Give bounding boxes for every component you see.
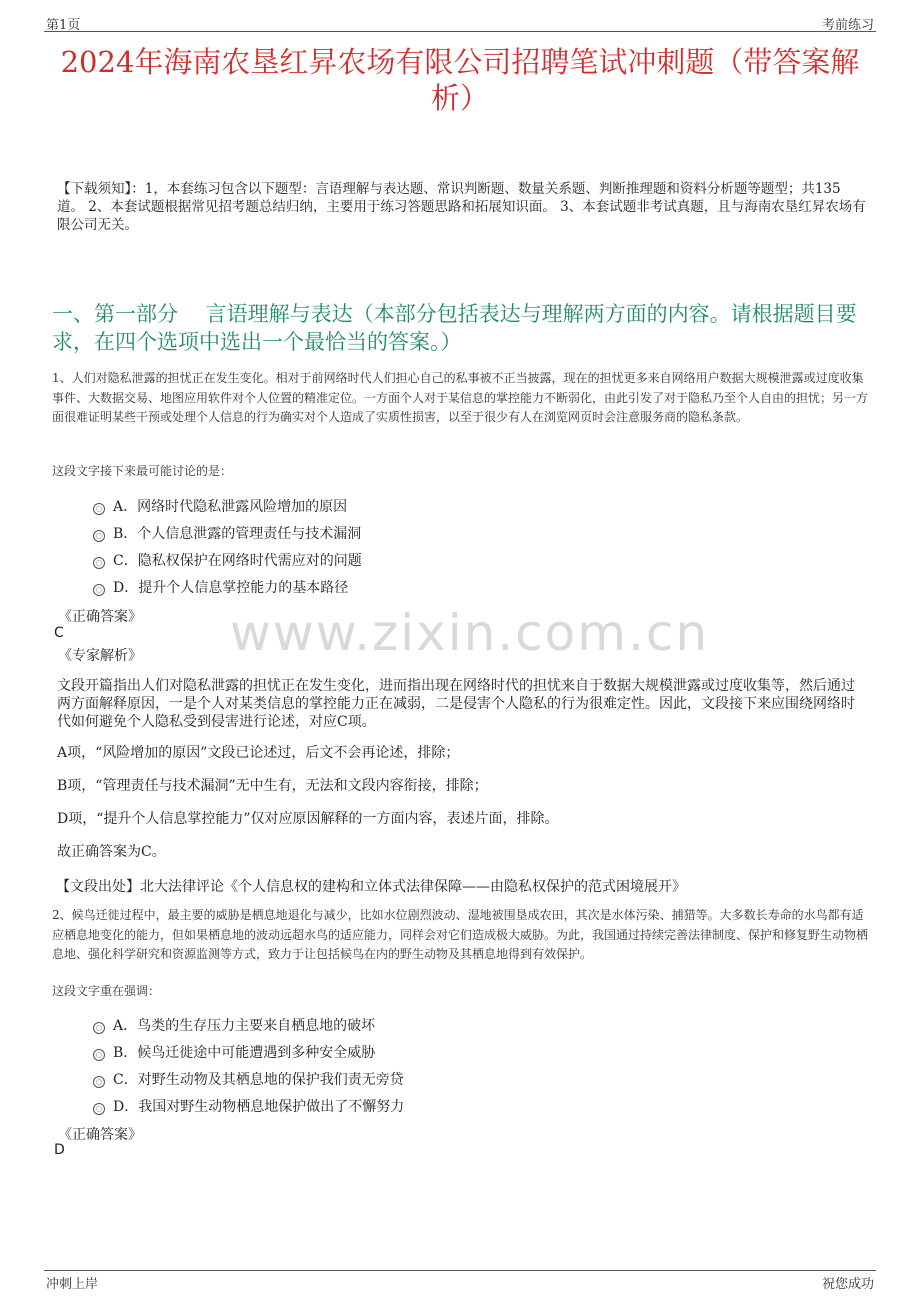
question-1-answer: C — [54, 625, 64, 641]
question-1-conclusion: 故正确答案为C。 — [57, 844, 166, 860]
question-1-analysis-a: A项，“风险增加的原因”文段已论述过，后文不会再论述，排除； — [57, 745, 460, 761]
question-1-analysis-paragraph: 文段开篇指出人们对隐私泄露的担忧正在发生变化，进而指出现在网络时代的担忧来自于数据大规模泄露或过度收集等，然后通过两方面解释原因，一是个人对某类信息的掌控能力正在减弱，二是侵害个人隐私的行为很难定性。因此，文段接下来应围绕网络时代如何避免个人隐私受到侵害进行论述，对应C项。 — [57, 678, 855, 730]
option-label: A．网络时代隐私泄露风险增加的原因 — [113, 499, 348, 515]
option-label: B．个人信息泄露的管理责任与技术漏洞 — [113, 526, 362, 542]
radio-icon[interactable] — [93, 584, 105, 596]
question-1-prompt: 这段文字接下来最可能讨论的是： — [52, 464, 233, 478]
option-label: D．我国对野生动物栖息地保护做出了不懈努力 — [113, 1099, 405, 1115]
footer-right-label: 祝您成功 — [821, 1277, 874, 1292]
section-heading: 一、第一部分 言语理解与表达（本部分包括表达与理解两方面的内容。请根据题目要求，在四个选项中选出一个最恰当的答案。） — [52, 302, 857, 354]
question-1-analysis-b: B项，“管理责任与技术漏洞”无中生有，无法和文段内容衔接，排除； — [57, 778, 488, 794]
option-label: C．隐私权保护在网络时代需应对的问题 — [113, 553, 362, 569]
watermark: www.zixin.com.cn — [230, 604, 710, 662]
question-2-option-b[interactable] — [93, 1042, 375, 1062]
question-1-analysis-d: D项，“提升个人信息掌控能力”仅对应原因解释的一方面内容，表述片面，排除。 — [57, 811, 559, 827]
option-label: C．对野生动物及其栖息地的保护我们责无旁贷 — [113, 1072, 404, 1088]
option-label: B．候鸟迁徙途中可能遭遇到多种安全威胁 — [113, 1045, 376, 1061]
radio-icon[interactable] — [93, 1022, 105, 1034]
radio-icon[interactable] — [93, 1076, 105, 1088]
question-1-option-c[interactable] — [93, 550, 362, 570]
question-2-text: 2、候鸟迁徙过程中，最主要的威胁是栖息地退化与减少，比如水位剧烈波动、湿地被围垦成农田，其次是水体污染、捕猎等。大多数长寿命的水鸟都有适应栖息地变化的能力，但如果栖息地的波动远超水鸟的适应能力，同样会对它们造成极大威胁。为此，我国通过持续完善法律制度、保护和修复野生动物栖息地、强化科学研究和资源监测等方式，致力于让包括候鸟在内的野生动物及其栖息地得到有效保护。 — [52, 908, 869, 961]
question-1-analysis-label: 《专家解析》 — [58, 648, 142, 664]
question-1-option-a[interactable] — [93, 496, 347, 516]
radio-icon[interactable] — [93, 530, 105, 542]
radio-icon[interactable] — [93, 557, 105, 569]
header-right-label: 考前练习 — [821, 18, 874, 33]
page-number: 第1页 — [46, 18, 81, 33]
question-2-option-d[interactable] — [93, 1096, 404, 1116]
download-notice: 【下载须知】：1，本套练习包含以下题型：言语理解与表达题、常识判断题、数量关系题、判断推理题和资料分析题等题型；共135道。 2、本套试题根据常见招考题总结归纳，主要用于练习答题思路和拓展知识面。 3、本套试题非考试真题，且与海南农垦红昇农场有限公司无关。 — [57, 181, 866, 233]
question-1-option-d[interactable] — [93, 577, 348, 597]
header-divider — [44, 31, 876, 32]
question-2-prompt: 这段文字重在强调： — [52, 984, 161, 998]
radio-icon[interactable] — [93, 503, 105, 515]
question-1-option-b[interactable] — [93, 523, 361, 543]
question-1-source: 【文段出处】北大法律评论《个人信息权的建构和立体式法律保障——由隐私权保护的范式困境展开》 — [56, 879, 686, 895]
option-label: D．提升个人信息掌控能力的基本路径 — [113, 580, 349, 596]
question-2-option-a[interactable] — [93, 1015, 375, 1035]
footer-left-label: 冲刺上岸 — [46, 1277, 99, 1292]
question-2-answer-label: 《正确答案》 — [58, 1127, 142, 1143]
question-2-option-c[interactable] — [93, 1069, 404, 1089]
question-1-text: 1、人们对隐私泄露的担忧正在发生变化。相对于前网络时代人们担心自己的私事被不正当披露，现在的担忧更多来自网络用户数据大规模泄露或过度收集事件、大数据交易、地图应用软件对个人位置的精准定位。一方面个人对于某信息的掌控能力不断弱化，由此引发了对于隐私乃至个人自由的担忧；另一方面很难证明某些干预或处理个人信息的行为确实对个人造成了实质性损害，以至于很少有人在浏览网页时会注意服务商的隐私条款。 — [52, 371, 869, 424]
question-1-answer-label: 《正确答案》 — [58, 609, 142, 625]
question-2-answer: D — [54, 1142, 65, 1158]
footer-divider — [44, 1270, 876, 1271]
radio-icon[interactable] — [93, 1049, 105, 1061]
radio-icon[interactable] — [93, 1103, 105, 1115]
option-label: A．鸟类的生存压力主要来自栖息地的破坏 — [113, 1018, 376, 1034]
document-title: 2024年海南农垦红昇农场有限公司招聘笔试冲刺题（带答案解析） — [60, 45, 860, 115]
